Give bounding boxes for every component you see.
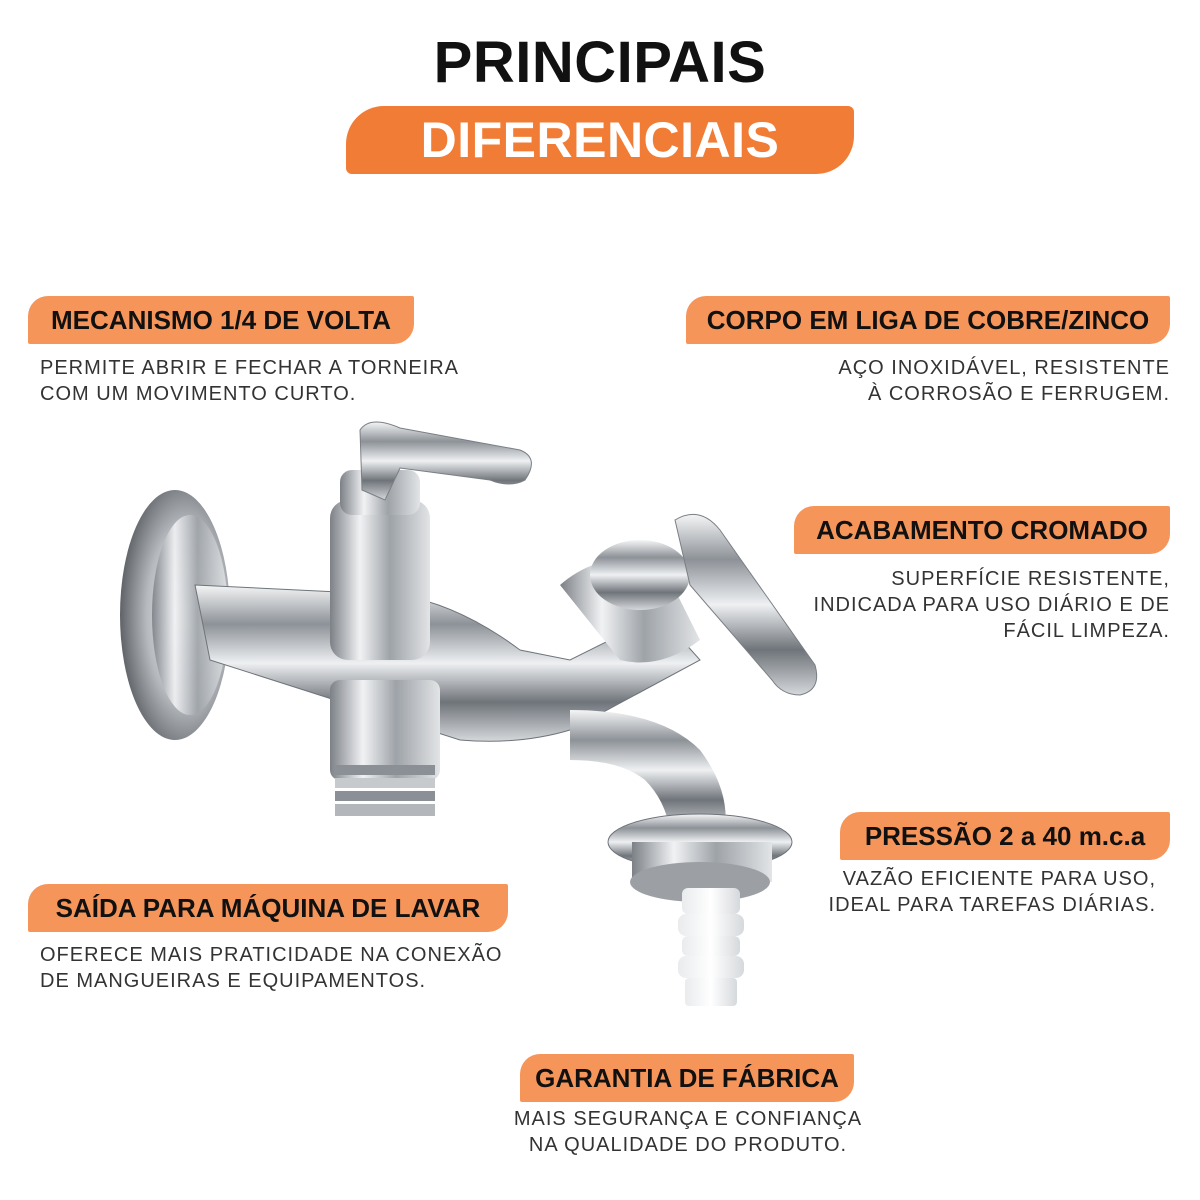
feature-desc-garantia	[488, 1106, 888, 1158]
feature-desc-pressao	[829, 866, 1156, 918]
lever-handle-top	[360, 422, 531, 500]
valve-right	[560, 540, 700, 663]
hose-adapter	[678, 888, 744, 1006]
feature-desc-line: MAIS SEGURANÇA E CONFIANÇA	[513, 1108, 863, 1130]
feature-badge-saida: SAÍDA PARA MÁQUINA DE LAVAR	[28, 884, 508, 932]
feature-desc-line: NA QUALIDADE DO PRODUTO.	[528, 1134, 848, 1156]
feature-badge-mecanismo: MECANISMO 1/4 DE VOLTA	[28, 296, 414, 344]
feature-desc-line: COM UM MOVIMENTO CURTO.	[40, 383, 357, 405]
feature-desc-line: À CORROSÃO E FERRUGEM.	[867, 383, 1170, 405]
feature-desc-line: IDEAL PARA TAREFAS DIÁRIAS.	[828, 894, 1156, 916]
feature-desc-line: INDICADA PARA USO DIÁRIO E DE	[813, 594, 1170, 616]
page-subtitle: DIFERENCIAIS	[420, 112, 780, 168]
feature-desc-line: AÇO INOXIDÁVEL, RESISTENTE	[838, 357, 1170, 379]
feature-badge-corpo: CORPO EM LIGA DE COBRE/ZINCO	[686, 296, 1170, 344]
feature-badge-pressao: PRESSÃO 2 a 40 m.c.a	[840, 812, 1170, 860]
feature-desc-line: FÁCIL LIMPEZA.	[1003, 620, 1170, 642]
faucet-product-image	[100, 410, 820, 1030]
feature-desc-line: OFERECE MAIS PRATICIDADE NA CONEXÃO	[40, 944, 503, 966]
feature-badge-acabamento: ACABAMENTO CROMADO	[794, 506, 1170, 554]
lever-handle-right	[675, 514, 817, 695]
feature-desc-corpo	[838, 355, 1170, 407]
feature-desc-line: PERMITE ABRIR E FECHAR A TORNEIRA	[40, 357, 460, 379]
feature-desc-line: SUPERFÍCIE RESISTENTE,	[891, 568, 1170, 590]
feature-desc-line: VAZÃO EFICIENTE PARA USO,	[842, 868, 1156, 890]
thread-ring	[335, 765, 435, 816]
feature-badge-garantia: GARANTIA DE FÁBRICA	[520, 1054, 854, 1102]
page-title: PRINCIPAIS	[433, 30, 767, 95]
spout	[570, 710, 726, 830]
feature-desc-line: DE MANGUEIRAS E EQUIPAMENTOS.	[40, 970, 427, 992]
feature-desc-mecanismo	[40, 355, 459, 407]
feature-desc-acabamento	[814, 566, 1170, 644]
